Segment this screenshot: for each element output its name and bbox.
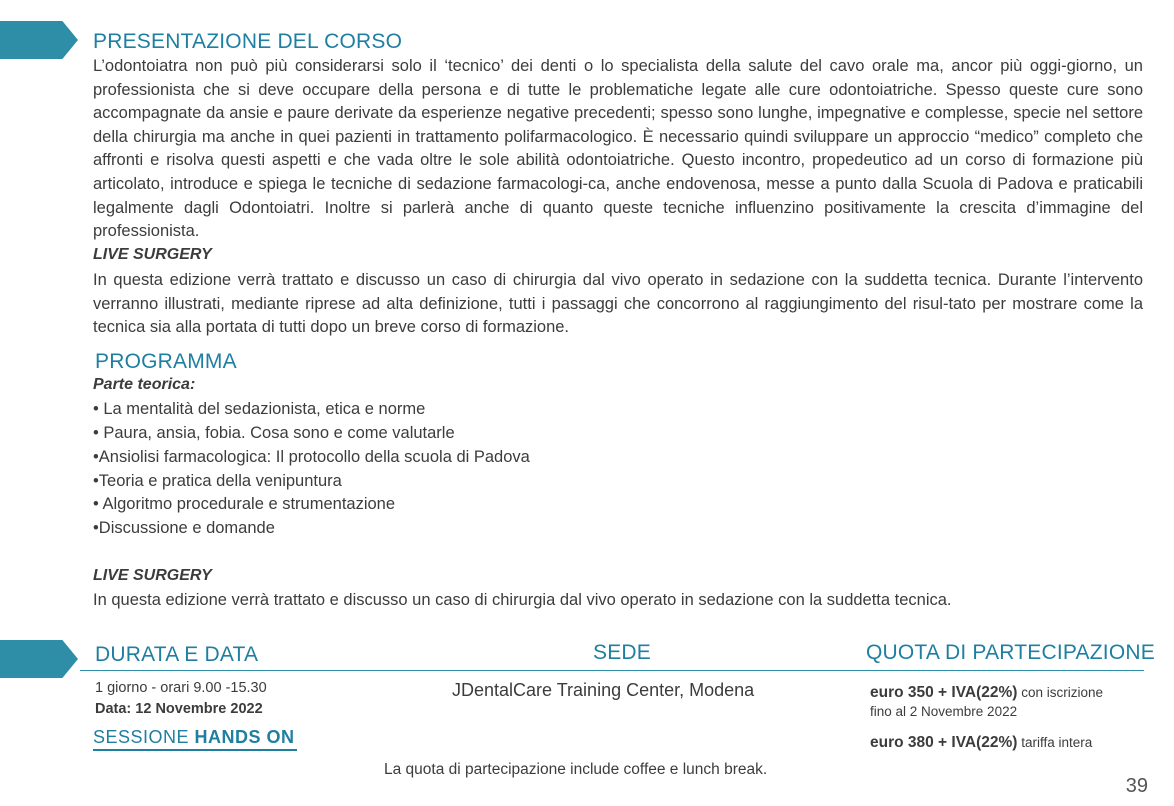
- fee-early-price: euro 350 + IVA(22%): [870, 684, 1018, 701]
- presentation-body: L’odontoiatra non può più considerarsi solo il ‘tecnico’ dei denti o lo specialista della salute del cavo orale ma, ancor più oggi-giorno, un professionista che si deve occupare della persona e di tutte le problematiche legate alle cure odontoiatriche. Spesso queste cure sono accompagnate da ansie e paure derivate da esperienze negative precedenti; spesso sono lunghe, impegnative e complesse, specie nel settore della chirurgia ma anche in quei pazienti in trattamento polifarmacologico. È necessario quindi sviluppare un approccio “medico” completo che affronti e risolva questi aspetti e che vada oltre le sole abilità odontoiatriche. Questo incontro, propedeutico ad un corso di formazione più articolato, introduce e spiega le tecniche di sedazione farmacologi-ca, anche endovenosa, messe a punto dalla Scuola di Padova e praticabili legalmente dagli Odontoiatri. Inoltre si parlerà anche di quanto queste tecniche influenzino positivamente la crescita d’immagine del professionista.: [93, 57, 1143, 241]
- fee-includes-note: La quota di partecipazione include coffee e lunch break.: [384, 761, 768, 778]
- venue-heading: SEDE: [593, 641, 651, 664]
- program-live-surgery-body: In questa edizione verrà trattato e discusso un caso di chirurgia dal vivo operato in sedazione con la suddetta tecnica.: [93, 591, 952, 609]
- program-live-surgery-label: LIVE SURGERY: [93, 567, 212, 584]
- program-item: • Algoritmo procedurale e strumentazione: [93, 495, 396, 513]
- info-divider: [80, 670, 1144, 671]
- program-heading: PROGRAMMA: [95, 350, 237, 373]
- program-item: •Teoria e pratica della venipuntura: [93, 472, 342, 490]
- fee-full-note: tariffa intera: [1017, 735, 1093, 750]
- page-number: 39: [1125, 775, 1148, 797]
- program-item: • La mentalità del sedazionista, etica e norme: [93, 400, 426, 418]
- live-surgery-body: In questa edizione verrà trattato e discusso un caso di chirurgia dal vivo operato in sedazione con la suddetta tecnica. Durante l’intervento verranno illustrati, mediante riprese ad alta definizione, tutti i passaggi che concorrono al raggiungimento del risul-tato per mostrare come la tecnica sia alla portata di tutti dopo un breve corso di formazione.: [93, 271, 1143, 337]
- session-hands-on: [93, 727, 297, 751]
- fee-full-price: euro 380 + IVA(22%): [870, 734, 1018, 751]
- presentation-heading: PRESENTAZIONE DEL CORSO: [93, 30, 403, 53]
- section-tab-marker: [0, 21, 78, 59]
- duration-text: 1 giorno - orari 9.00 -15.30: [95, 680, 267, 696]
- program-item: •Discussione e domande: [93, 519, 275, 537]
- fee-early: [870, 684, 1103, 702]
- program-item: • Paura, ansia, fobia. Cosa sono e come valutarle: [93, 424, 455, 442]
- fee-early-note: con iscrizione: [1017, 685, 1104, 700]
- program-subheading: Parte teorica:: [93, 376, 196, 393]
- info-tab-marker: [0, 640, 78, 678]
- fee-full: [870, 734, 1092, 752]
- fee-early-deadline: fino al 2 Novembre 2022: [870, 704, 1018, 719]
- date-text: Data: 12 Novembre 2022: [95, 701, 263, 717]
- session-bold: HANDS ON: [194, 727, 295, 747]
- fee-heading: QUOTA DI PARTECIPAZIONE: [866, 641, 1155, 664]
- session-prefix: SESSIONE: [93, 727, 190, 747]
- duration-heading: DURATA E DATA: [95, 643, 259, 666]
- venue-text: JDentalCare Training Center, Modena: [452, 680, 755, 700]
- live-surgery-label: LIVE SURGERY: [93, 246, 212, 263]
- program-item: •Ansiolisi farmacologica: Il protocollo della scuola di Padova: [93, 448, 530, 466]
